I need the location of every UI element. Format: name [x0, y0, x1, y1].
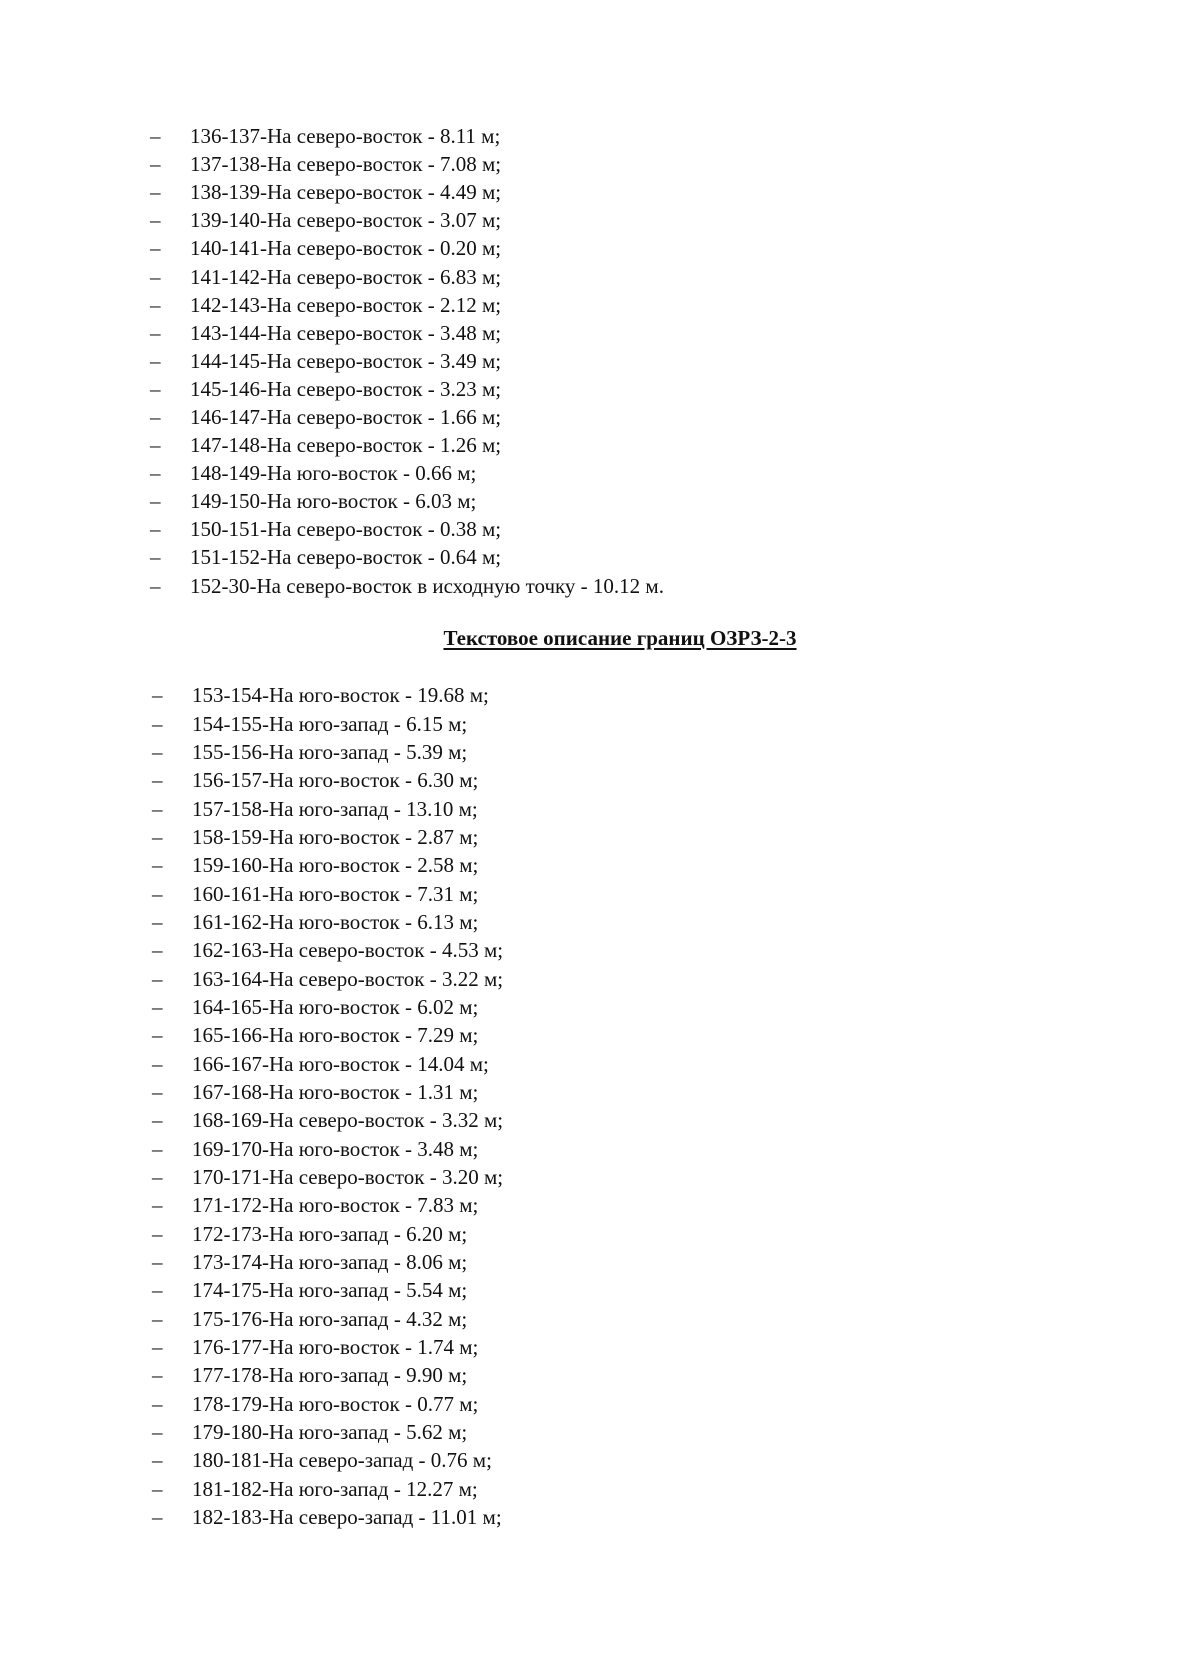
- bullet-dash: –: [152, 711, 163, 736]
- boundary-segment-text: 144-145-На северо-восток - 3.49 м;: [190, 348, 502, 373]
- bullet-dash: –: [152, 881, 163, 906]
- boundary-segment-text: 175-176-На юго-запад - 4.32 м;: [192, 1306, 468, 1331]
- bullet-dash: –: [152, 796, 163, 821]
- boundary-segment-text: 151-152-На северо-восток - 0.64 м;: [190, 545, 502, 570]
- list-item: [152, 1276, 503, 1304]
- list-item: [150, 206, 664, 234]
- bullet-dash: –: [150, 124, 161, 149]
- bullet-dash: –: [150, 573, 161, 598]
- list-item: [152, 681, 503, 709]
- boundary-segment-text: 181-182-На юго-запад - 12.27 м;: [192, 1476, 478, 1501]
- bullet-dash: –: [152, 768, 163, 793]
- list-item: [152, 766, 503, 794]
- list-item: [152, 1361, 503, 1389]
- boundary-segment-text: 150-151-На северо-восток - 0.38 м;: [190, 517, 502, 542]
- bullet-dash: –: [150, 236, 161, 261]
- bullet-dash: –: [150, 461, 161, 486]
- boundary-segment-text: 167-168-На юго-восток - 1.31 м;: [192, 1079, 479, 1104]
- list-item: [152, 1106, 503, 1134]
- bullet-dash: –: [152, 853, 163, 878]
- bullet-dash: –: [152, 1136, 163, 1161]
- boundary-segment-text: 139-140-На северо-восток - 3.07 м;: [190, 208, 502, 233]
- list-item: [152, 709, 503, 737]
- bullet-dash: –: [152, 1051, 163, 1076]
- list-item: [152, 1446, 503, 1474]
- list-item: [150, 543, 664, 571]
- boundary-segment-text: 156-157-На юго-восток - 6.30 м;: [192, 768, 479, 793]
- bullet-dash: –: [152, 1250, 163, 1275]
- boundary-segment-text: 158-159-На юго-восток - 2.87 м;: [192, 824, 479, 849]
- boundary-segment-text: 146-147-На северо-восток - 1.66 м;: [190, 404, 502, 429]
- boundary-segment-text: 143-144-На северо-восток - 3.48 м;: [190, 320, 502, 345]
- bullet-dash: –: [150, 376, 161, 401]
- list-item: [150, 347, 664, 375]
- boundary-segment-text: 136-137-На северо-восток - 8.11 м;: [190, 124, 501, 149]
- boundary-segment-text: 168-169-На северо-восток - 3.32 м;: [192, 1108, 504, 1133]
- boundary-segment-text: 148-149-На юго-восток - 0.66 м;: [190, 461, 477, 486]
- bullet-dash: –: [152, 824, 163, 849]
- bullet-dash: –: [150, 180, 161, 205]
- list-item: [152, 936, 503, 964]
- bullet-dash: –: [150, 404, 161, 429]
- list-item: [150, 487, 664, 515]
- bullet-dash: –: [150, 320, 161, 345]
- list-item: [152, 738, 503, 766]
- boundary-list-previous: [150, 122, 664, 600]
- list-item: [150, 572, 664, 600]
- bullet-dash: –: [150, 152, 161, 177]
- list-item: [152, 964, 503, 992]
- boundary-segment-text: 172-173-На юго-запад - 6.20 м;: [192, 1221, 468, 1246]
- list-item: [152, 1503, 503, 1531]
- boundary-segment-text: 142-143-На северо-восток - 2.12 м;: [190, 292, 502, 317]
- list-item: [150, 150, 664, 178]
- list-item: [150, 122, 664, 150]
- boundary-segment-text: 170-171-На северо-восток - 3.20 м;: [192, 1165, 504, 1190]
- bullet-dash: –: [152, 1448, 163, 1473]
- list-item: [152, 1475, 503, 1503]
- bullet-dash: –: [152, 739, 163, 764]
- boundary-segment-text: 164-165-На юго-восток - 6.02 м;: [192, 994, 479, 1019]
- list-item: [152, 1220, 503, 1248]
- boundary-segment-text: 152-30-На северо-восток в исходную точку - 10.12 м.: [190, 573, 664, 598]
- list-item: [152, 823, 503, 851]
- boundary-segment-text: 180-181-На северо-запад - 0.76 м;: [192, 1448, 492, 1473]
- boundary-segment-text: 145-146-На северо-восток - 3.23 м;: [190, 376, 502, 401]
- boundary-segment-text: 140-141-На северо-восток - 0.20 м;: [190, 236, 502, 261]
- boundary-segment-text: 147-148-На северо-восток - 1.26 м;: [190, 433, 502, 458]
- list-item: [152, 1305, 503, 1333]
- boundary-segment-text: 159-160-На юго-восток - 2.58 м;: [192, 853, 479, 878]
- list-item: [150, 515, 664, 543]
- list-item: [152, 1163, 503, 1191]
- list-item: [150, 375, 664, 403]
- bullet-dash: –: [152, 1335, 163, 1360]
- boundary-segment-text: 174-175-На юго-запад - 5.54 м;: [192, 1278, 468, 1303]
- bullet-dash: –: [150, 264, 161, 289]
- bullet-dash: –: [152, 1023, 163, 1048]
- boundary-segment-text: 169-170-На юго-восток - 3.48 м;: [192, 1136, 479, 1161]
- list-item: [150, 459, 664, 487]
- boundary-segment-text: 162-163-На северо-восток - 4.53 м;: [192, 938, 504, 963]
- section-title: Текстовое описание границ ОЗРЗ-2-3: [443, 626, 797, 650]
- boundary-segment-text: 163-164-На северо-восток - 3.22 м;: [192, 966, 504, 991]
- boundary-segment-text: 155-156-На юго-запад - 5.39 м;: [192, 739, 468, 764]
- list-item: [150, 431, 664, 459]
- list-item: [152, 1135, 503, 1163]
- boundary-segment-text: 157-158-На юго-запад - 13.10 м;: [192, 796, 478, 821]
- bullet-dash: –: [152, 1306, 163, 1331]
- bullet-dash: –: [150, 517, 161, 542]
- bullet-dash: –: [152, 683, 163, 708]
- bullet-dash: –: [152, 938, 163, 963]
- boundary-segment-text: 153-154-На юго-восток - 19.68 м;: [192, 683, 489, 708]
- list-item: [152, 794, 503, 822]
- bullet-dash: –: [152, 1476, 163, 1501]
- list-item: [152, 1418, 503, 1446]
- list-item: [150, 234, 664, 262]
- bullet-dash: –: [152, 966, 163, 991]
- list-item: [150, 403, 664, 431]
- list-item: [152, 851, 503, 879]
- list-item: [152, 1191, 503, 1219]
- bullet-dash: –: [152, 1391, 163, 1416]
- bullet-dash: –: [150, 208, 161, 233]
- boundary-segment-text: 141-142-На северо-восток - 6.83 м;: [190, 264, 502, 289]
- bullet-dash: –: [152, 1165, 163, 1190]
- boundary-segment-text: 176-177-На юго-восток - 1.74 м;: [192, 1335, 479, 1360]
- boundary-segment-text: 166-167-На юго-восток - 14.04 м;: [192, 1051, 489, 1076]
- boundary-segment-text: 154-155-На юго-запад - 6.15 м;: [192, 711, 468, 736]
- boundary-segment-text: 182-183-На северо-запад - 11.01 м;: [192, 1505, 502, 1530]
- bullet-dash: –: [150, 489, 161, 514]
- list-item: [152, 1049, 503, 1077]
- list-item: [150, 262, 664, 290]
- bullet-dash: –: [152, 1221, 163, 1246]
- boundary-segment-text: 173-174-На юго-запад - 8.06 м;: [192, 1250, 468, 1275]
- list-item: [152, 1390, 503, 1418]
- boundary-segment-text: 178-179-На юго-восток - 0.77 м;: [192, 1391, 479, 1416]
- list-item: [152, 993, 503, 1021]
- bullet-dash: –: [150, 545, 161, 570]
- boundary-segment-text: 161-162-На юго-восток - 6.13 м;: [192, 909, 479, 934]
- bullet-dash: –: [152, 1420, 163, 1445]
- bullet-dash: –: [150, 292, 161, 317]
- bullet-dash: –: [152, 994, 163, 1019]
- list-item: [152, 1021, 503, 1049]
- boundary-list-ozrz-2-3: [152, 681, 503, 1531]
- boundary-segment-text: 149-150-На юго-восток - 6.03 м;: [190, 489, 477, 514]
- boundary-segment-text: 138-139-На северо-восток - 4.49 м;: [190, 180, 502, 205]
- boundary-segment-text: 177-178-На юго-запад - 9.90 м;: [192, 1363, 468, 1388]
- list-item: [152, 1333, 503, 1361]
- list-item: [150, 319, 664, 347]
- boundary-segment-text: 171-172-На юго-восток - 7.83 м;: [192, 1193, 479, 1218]
- list-item: [152, 1078, 503, 1106]
- list-item: [152, 879, 503, 907]
- bullet-dash: –: [152, 1363, 163, 1388]
- bullet-dash: –: [152, 1193, 163, 1218]
- bullet-dash: –: [152, 909, 163, 934]
- list-item: [152, 1248, 503, 1276]
- boundary-segment-text: 137-138-На северо-восток - 7.08 м;: [190, 152, 502, 177]
- boundary-segment-text: 179-180-На юго-запад - 5.62 м;: [192, 1420, 468, 1445]
- boundary-segment-text: 165-166-На юго-восток - 7.29 м;: [192, 1023, 479, 1048]
- bullet-dash: –: [150, 433, 161, 458]
- bullet-dash: –: [152, 1505, 163, 1530]
- bullet-dash: –: [152, 1108, 163, 1133]
- boundary-segment-text: 160-161-На юго-восток - 7.31 м;: [192, 881, 479, 906]
- list-item: [150, 291, 664, 319]
- list-item: [150, 178, 664, 206]
- bullet-dash: –: [152, 1079, 163, 1104]
- list-item: [152, 908, 503, 936]
- bullet-dash: –: [152, 1278, 163, 1303]
- bullet-dash: –: [150, 348, 161, 373]
